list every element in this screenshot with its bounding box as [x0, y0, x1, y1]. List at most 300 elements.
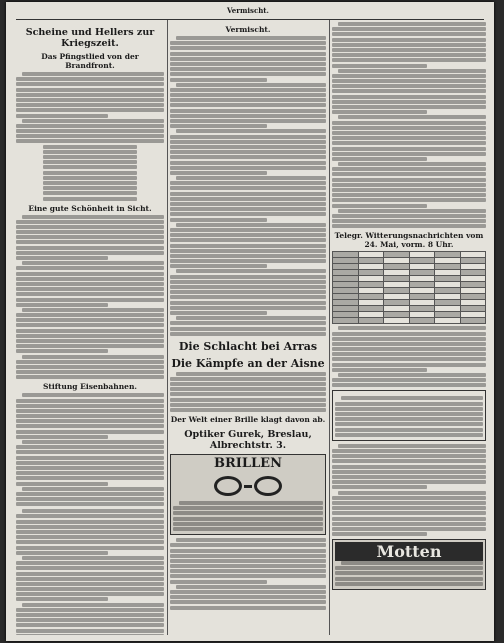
text-line — [170, 197, 326, 201]
text-line — [16, 129, 164, 133]
text-line — [170, 403, 326, 407]
text-line — [170, 327, 326, 331]
text-line — [170, 181, 326, 185]
col1-heading-4: Stiftung Eisenbahnen. — [42, 382, 138, 392]
text-line — [16, 502, 164, 506]
text-line — [16, 546, 164, 550]
text-line — [170, 150, 326, 154]
text-line — [22, 509, 164, 513]
text-line — [22, 355, 164, 359]
ad-text-block — [335, 561, 483, 586]
text-line — [332, 378, 486, 382]
text-block — [16, 509, 164, 635]
text-line — [332, 383, 486, 387]
text-line — [332, 219, 486, 223]
text-line — [170, 311, 267, 315]
text-line — [332, 74, 486, 78]
text-line — [22, 308, 164, 312]
text-line — [332, 527, 486, 531]
text-line — [16, 88, 164, 92]
text-line — [176, 223, 326, 227]
text-line — [332, 475, 486, 479]
text-line — [332, 454, 486, 458]
text-line — [170, 114, 326, 118]
text-line — [176, 316, 326, 320]
text-line — [16, 282, 164, 286]
text-line — [332, 517, 486, 521]
text-line — [16, 592, 164, 596]
text-line — [16, 266, 164, 270]
text-line — [332, 224, 486, 228]
weather-cell — [333, 318, 359, 324]
text-line — [176, 269, 326, 273]
text-line — [332, 522, 486, 526]
text-line — [332, 214, 486, 218]
text-line — [170, 155, 326, 159]
text-line — [173, 522, 323, 526]
text-line — [335, 566, 483, 570]
text-line — [16, 450, 164, 454]
weather-row — [333, 318, 486, 324]
text-line — [170, 382, 326, 386]
text-line — [16, 103, 164, 107]
text-line — [16, 530, 164, 534]
text-line — [170, 67, 326, 71]
text-line — [170, 254, 326, 258]
text-line — [332, 95, 486, 99]
text-line — [332, 198, 486, 202]
text-line — [16, 235, 164, 239]
text-line — [16, 93, 164, 97]
text-line — [170, 161, 326, 165]
text-line — [170, 543, 326, 547]
text-line — [22, 556, 164, 560]
text-line — [16, 287, 164, 291]
text-line — [335, 417, 483, 421]
text-line — [170, 301, 326, 305]
text-line — [173, 517, 323, 521]
poem-block — [16, 145, 164, 201]
text-line — [335, 428, 483, 432]
text-block — [170, 538, 326, 609]
text-line — [16, 272, 164, 276]
text-line — [16, 492, 164, 496]
text-line — [16, 256, 108, 260]
column-1 — [16, 22, 164, 635]
text-line — [332, 58, 486, 62]
text-line — [170, 62, 326, 66]
text-line — [170, 408, 326, 412]
text-line — [16, 629, 164, 633]
text-line — [16, 497, 164, 501]
text-line — [332, 470, 486, 474]
text-line — [338, 209, 486, 213]
text-line — [332, 79, 486, 83]
column-2 — [170, 22, 326, 635]
text-line — [170, 145, 326, 149]
text-line — [16, 430, 164, 434]
text-line — [170, 580, 267, 584]
text-line — [16, 108, 164, 112]
text-line — [170, 554, 326, 558]
text-line — [332, 183, 486, 187]
text-line — [16, 360, 164, 364]
text-line — [338, 69, 486, 73]
text-line — [170, 72, 326, 76]
text-line — [16, 409, 164, 413]
text-line — [332, 193, 486, 197]
text-line — [16, 225, 164, 229]
text-line — [170, 321, 326, 325]
text-line — [16, 445, 164, 449]
ad-text-block — [173, 501, 323, 531]
text-line — [16, 435, 108, 439]
text-block — [16, 72, 164, 143]
text-line — [176, 36, 326, 40]
text-line — [16, 375, 164, 379]
text-line — [173, 506, 323, 510]
col2-heading-5: Optiker Gurek, Breslau, Albrechtstr. 3. — [184, 429, 312, 451]
col2-heading-2: Die Schlacht bei Arras — [178, 339, 318, 353]
text-line — [338, 444, 486, 448]
text-line — [22, 440, 164, 444]
text-line — [43, 191, 138, 195]
text-line — [170, 574, 326, 578]
text-block — [170, 372, 326, 412]
text-line — [16, 613, 164, 617]
text-line — [332, 136, 486, 140]
text-line — [16, 414, 164, 418]
text-block — [332, 22, 486, 228]
text-line — [338, 115, 486, 119]
text-line — [170, 233, 326, 237]
text-line — [176, 538, 326, 542]
text-line — [338, 491, 486, 495]
text-line — [43, 186, 138, 190]
text-line — [170, 569, 326, 573]
text-line — [16, 399, 164, 403]
text-line — [332, 84, 486, 88]
top-rule — [16, 19, 484, 20]
text-block — [332, 444, 486, 536]
text-line — [173, 527, 323, 531]
text-line — [16, 277, 164, 281]
text-line — [16, 561, 164, 565]
text-line — [170, 41, 326, 45]
text-line — [170, 212, 326, 216]
text-line — [170, 103, 326, 107]
column-3 — [332, 22, 486, 635]
text-line — [22, 72, 164, 76]
ad-text-block — [335, 396, 483, 436]
column-rule-2 — [329, 20, 330, 635]
text-line — [176, 176, 326, 180]
text-line — [332, 105, 486, 109]
text-line — [43, 155, 138, 159]
text-line — [332, 131, 486, 135]
text-line — [43, 181, 138, 185]
text-line — [22, 603, 164, 607]
text-line — [16, 482, 108, 486]
text-line — [43, 160, 138, 164]
masthead-center: Vermischt. — [227, 6, 269, 15]
text-line — [332, 337, 486, 341]
eyeglasses-icon — [173, 471, 323, 501]
text-line — [16, 220, 164, 224]
text-line — [16, 540, 164, 544]
text-line — [16, 246, 164, 250]
weather-table — [332, 251, 486, 324]
text-line — [16, 114, 108, 118]
text-line — [332, 532, 427, 536]
text-line — [338, 22, 486, 26]
text-line — [16, 577, 164, 581]
column-rule-1 — [167, 20, 168, 635]
text-line — [170, 57, 326, 61]
text-line — [16, 419, 164, 423]
text-line — [332, 172, 486, 176]
ad-box-1 — [332, 390, 486, 441]
text-line — [22, 215, 164, 219]
text-line — [170, 295, 326, 299]
text-line — [22, 261, 164, 265]
text-line — [332, 204, 427, 208]
text-line — [332, 449, 486, 453]
col1-heading-3: Eine gute Schönheit in Sicht. — [28, 203, 152, 213]
text-line — [170, 387, 326, 391]
text-line — [170, 549, 326, 553]
text-line — [170, 285, 326, 289]
text-line — [16, 313, 164, 317]
text-line — [332, 121, 486, 125]
text-line — [170, 93, 326, 97]
text-line — [335, 412, 483, 416]
text-line — [16, 318, 164, 322]
text-line — [332, 506, 486, 510]
text-block — [170, 36, 326, 336]
text-line — [16, 623, 164, 627]
text-line — [16, 466, 164, 470]
text-line — [16, 618, 164, 622]
newspaper-page — [6, 2, 494, 641]
text-block — [16, 215, 164, 380]
text-line — [16, 471, 164, 475]
text-line — [170, 78, 267, 82]
text-line — [332, 53, 486, 57]
text-line — [176, 129, 326, 133]
text-line — [16, 240, 164, 244]
text-line — [332, 480, 486, 484]
text-line — [170, 398, 326, 402]
text-line — [170, 171, 267, 175]
text-line — [332, 178, 486, 182]
col2-heading-3: Die Kämpfe an der Aisne — [171, 356, 325, 370]
text-block — [16, 393, 164, 506]
weather-cell — [409, 318, 435, 324]
text-line — [43, 197, 138, 201]
text-line — [43, 176, 138, 180]
text-line — [16, 365, 164, 369]
text-line — [332, 363, 486, 367]
text-line — [332, 511, 486, 515]
text-line — [332, 342, 486, 346]
text-line — [16, 456, 164, 460]
text-line — [332, 188, 486, 192]
text-line — [16, 134, 164, 138]
text-line — [332, 100, 486, 104]
text-line — [16, 77, 164, 81]
text-line — [170, 290, 326, 294]
text-line — [170, 119, 326, 123]
motten-ad — [332, 539, 486, 590]
weather-cell — [460, 318, 486, 324]
text-line — [170, 332, 326, 336]
text-line — [170, 244, 326, 248]
text-line — [170, 249, 326, 253]
brillen-ad-title: BRILLEN — [214, 456, 282, 471]
text-line — [332, 32, 486, 36]
text-line — [16, 82, 164, 86]
text-line — [16, 344, 164, 348]
brillen-ad — [170, 454, 326, 535]
text-line — [16, 587, 164, 591]
text-line — [16, 139, 164, 143]
text-line — [332, 64, 427, 68]
text-line — [170, 590, 326, 594]
text-line — [16, 525, 164, 529]
text-line — [16, 251, 164, 255]
text-line — [170, 52, 326, 56]
text-line — [170, 228, 326, 232]
weather-cell — [384, 318, 410, 324]
text-line — [332, 147, 486, 151]
text-line — [170, 202, 326, 206]
text-line — [170, 392, 326, 396]
text-line — [16, 476, 164, 480]
text-line — [332, 43, 486, 47]
text-line — [170, 88, 326, 92]
text-line — [332, 48, 486, 52]
text-line — [332, 485, 427, 489]
text-line — [170, 109, 326, 113]
text-line — [332, 141, 486, 145]
text-line — [170, 595, 326, 599]
text-line — [170, 306, 326, 310]
text-line — [179, 501, 323, 505]
text-line — [16, 124, 164, 128]
text-line — [332, 501, 486, 505]
text-line — [16, 323, 164, 327]
text-line — [16, 298, 164, 302]
text-line — [16, 98, 164, 102]
text-line — [170, 98, 326, 102]
text-line — [16, 572, 164, 576]
text-line — [170, 238, 326, 242]
text-line — [170, 600, 326, 604]
text-line — [16, 634, 164, 635]
text-line — [16, 404, 164, 408]
text-line — [16, 608, 164, 612]
text-line — [332, 89, 486, 93]
text-line — [16, 349, 108, 353]
text-line — [170, 124, 267, 128]
text-line — [170, 140, 326, 144]
text-line — [332, 167, 486, 171]
text-line — [341, 396, 483, 400]
weather-table-title: Telegr. Witterungsnachrichten vom 24. Mai, vorm. 8 Uhr. — [334, 231, 484, 250]
text-line — [332, 126, 486, 130]
text-line — [170, 559, 326, 563]
text-line — [16, 370, 164, 374]
text-line — [170, 264, 267, 268]
text-line — [16, 329, 164, 333]
text-line — [22, 393, 164, 397]
text-line — [176, 585, 326, 589]
text-line — [170, 166, 326, 170]
weather-cell — [435, 318, 461, 324]
text-line — [341, 561, 483, 565]
text-line — [335, 402, 483, 406]
text-line — [170, 186, 326, 190]
text-line — [335, 407, 483, 411]
text-line — [43, 145, 138, 149]
motten-ad-title: Motten — [335, 542, 483, 561]
text-line — [16, 230, 164, 234]
text-line — [173, 511, 323, 515]
text-line — [170, 564, 326, 568]
text-line — [16, 514, 164, 518]
text-line — [170, 46, 326, 50]
weather-cell — [358, 318, 384, 324]
text-line — [170, 192, 326, 196]
text-line — [176, 83, 326, 87]
text-line — [16, 303, 108, 307]
text-line — [43, 171, 138, 175]
text-line — [16, 551, 108, 555]
text-line — [335, 582, 483, 586]
text-line — [170, 280, 326, 284]
col2-heading-1: Vermischt. — [225, 25, 271, 34]
text-line — [332, 152, 486, 156]
text-line — [16, 520, 164, 524]
text-line — [332, 157, 427, 161]
text-line — [332, 465, 486, 469]
text-line — [16, 566, 164, 570]
text-line — [335, 577, 483, 581]
text-line — [332, 110, 427, 114]
text-line — [170, 606, 326, 610]
text-line — [338, 162, 486, 166]
col2-heading-4: Der Welt einer Brille klagt davon ab. — [170, 415, 326, 424]
text-line — [22, 119, 164, 123]
text-line — [43, 165, 138, 169]
text-line — [16, 292, 164, 296]
text-line — [22, 487, 164, 491]
text-line — [332, 38, 486, 42]
col1-heading-1: Scheine und Hellers zur Kriegszeit. — [25, 27, 155, 49]
text-line — [16, 597, 108, 601]
text-line — [170, 259, 326, 263]
text-line — [332, 368, 427, 372]
text-line — [332, 352, 486, 356]
text-line — [338, 373, 486, 377]
text-line — [335, 422, 483, 426]
text-line — [16, 461, 164, 465]
text-line — [170, 275, 326, 279]
text-line — [335, 571, 483, 575]
text-line — [16, 582, 164, 586]
text-block — [332, 326, 486, 387]
